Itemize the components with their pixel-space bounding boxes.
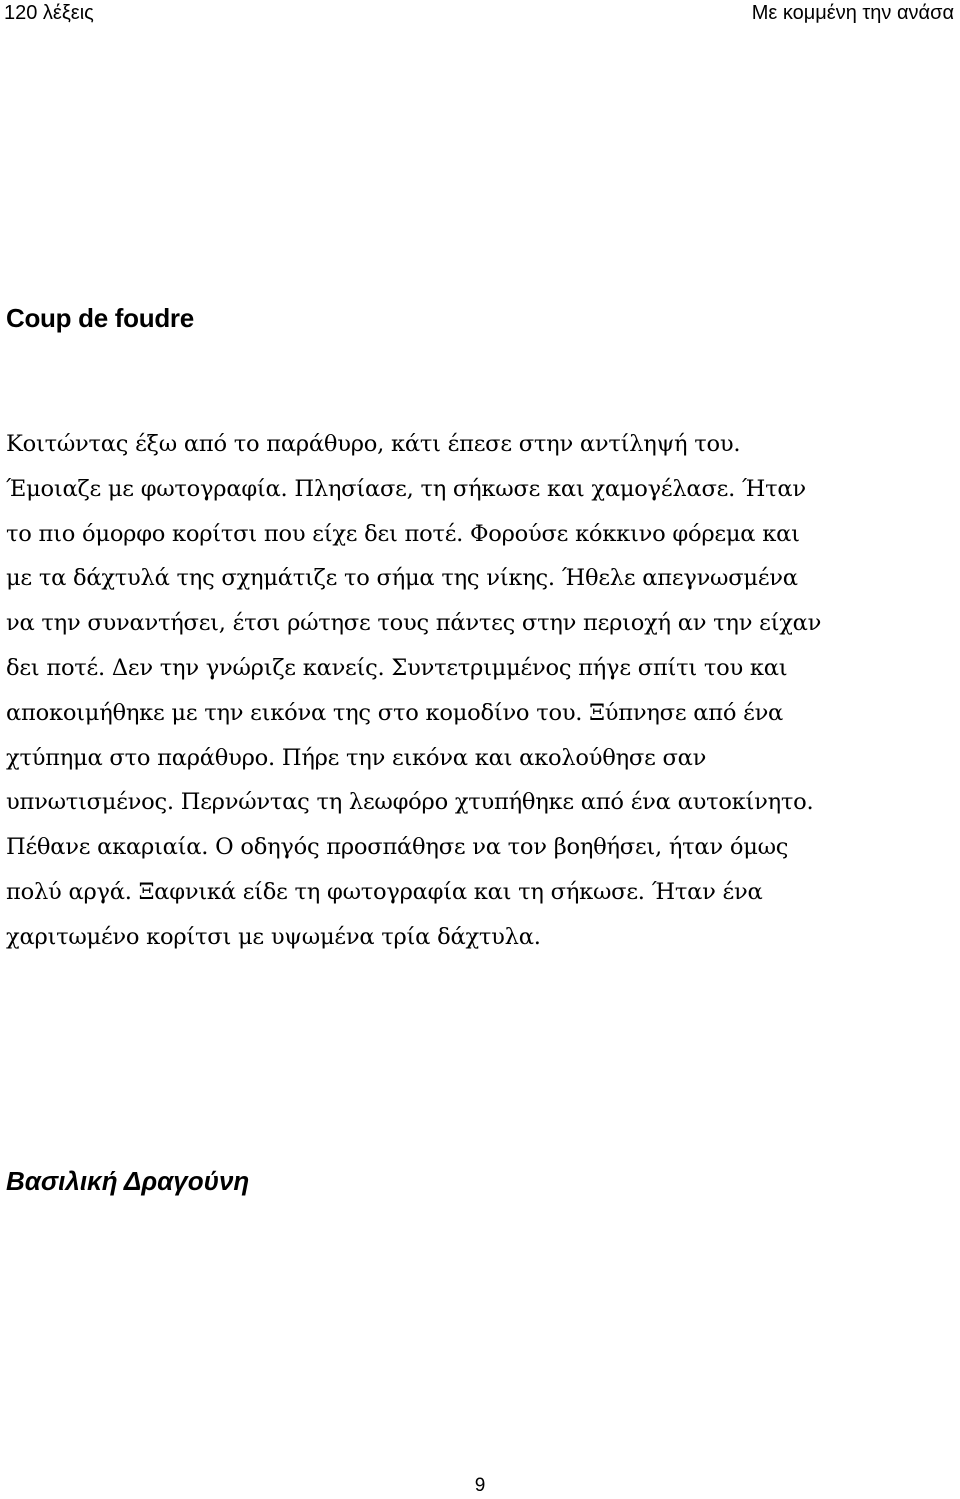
author-name: Βασιλική Δραγούνη xyxy=(6,1166,250,1196)
section-title: Με κομμένη την ανάσα xyxy=(751,2,954,24)
story-line: πολύ αργά. Ξαφνικά είδε τη φωτογραφία και τη σήκωσε. Ήταν ένα xyxy=(6,878,763,905)
story-line: χαριτωμένο κορίτσι με υψωμένα τρία δάχτυλα. xyxy=(6,923,541,950)
story-line: Έμοιαζε με φωτογραφία. Πλησίασε, τη σήκωσε και χαμογέλασε. Ήταν xyxy=(6,475,806,502)
story-line: δει ποτέ. Δεν την γνώριζε κανείς. Συντετριμμένος πήγε σπίτι του και xyxy=(6,654,788,681)
story-line: με τα δάχτυλά της σχημάτιζε το σήμα της νίκης. Ήθελε απεγνωσμένα xyxy=(6,565,798,592)
story-line: Πέθανε ακαριαία. Ο οδηγός προσπάθησε να τον βοηθήσει, ήταν όμως xyxy=(6,834,789,861)
word-count: 120 λέξεις xyxy=(4,2,94,24)
story-title: Coup de foudre xyxy=(6,303,194,333)
story-line: υπνωτισμένος. Περνώντας τη λεωφόρο χτυπήθηκε από ένα αυτοκίνητο. xyxy=(6,789,814,816)
story-line: το πιο όμορφο κορίτσι που είχε δει ποτέ. Φορούσε κόκκινο φόρεμα και xyxy=(6,520,800,547)
story-line: χτύπημα στο παράθυρο. Πήρε την εικόνα και ακολούθησε σαν xyxy=(6,744,707,771)
story-body xyxy=(6,422,956,960)
page-number: 9 xyxy=(474,1475,486,1496)
story-line: αποκοιμήθηκε με την εικόνα της στο κομοδίνο του. Ξύπνησε από ένα xyxy=(6,699,784,726)
story-line: Κοιτώντας έξω από το παράθυρο, κάτι έπεσε στην αντίληψή του. xyxy=(6,431,741,457)
story-line: να την συναντήσει, έτσι ρώτησε τους πάντες στην περιοχή αν την είχαν xyxy=(6,610,822,637)
